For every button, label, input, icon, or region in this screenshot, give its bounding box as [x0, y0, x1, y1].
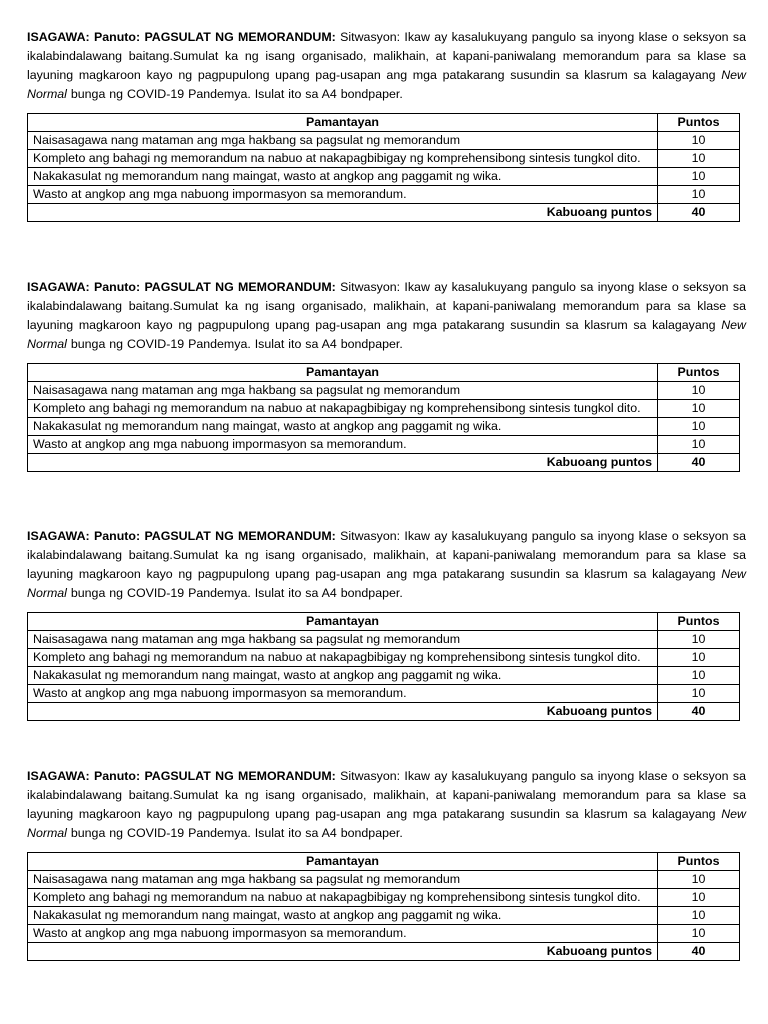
points-cell: 10	[658, 132, 740, 150]
table-row	[28, 132, 740, 150]
points-cell: 10	[658, 382, 740, 400]
criterion-cell: Naisasagawa nang mataman ang mga hakbang sa pagsulat ng memorandum	[28, 631, 658, 649]
activity-block	[27, 767, 746, 958]
instructions-tail: bunga ng COVID-19 Pandemya. Isulat ito sa A4 bondpaper.	[66, 87, 403, 101]
points-cell: 10	[658, 168, 740, 186]
points-cell: 10	[658, 649, 740, 667]
activity-block	[27, 278, 746, 469]
rubric-table	[27, 113, 740, 222]
points-cell: 10	[658, 889, 740, 907]
table-row	[28, 925, 740, 943]
instructions-lead: ISAGAWA: Panuto: PAGSULAT NG MEMORANDUM:	[27, 280, 336, 294]
criterion-cell: Wasto at angkop ang mga nabuong impormasyon sa memorandum.	[28, 186, 658, 204]
criterion-cell: Nakakasulat ng memorandum nang maingat, wasto at angkop ang paggamit ng wika.	[28, 667, 658, 685]
total-value: 40	[658, 204, 740, 222]
header-points: Puntos	[658, 364, 740, 382]
instructions-paragraph	[27, 767, 746, 843]
criterion-cell: Naisasagawa nang mataman ang mga hakbang sa pagsulat ng memorandum	[28, 871, 658, 889]
rubric-table	[27, 363, 740, 472]
activity-block	[27, 527, 746, 718]
table-row	[28, 907, 740, 925]
instructions-italic: New Normal	[27, 68, 746, 101]
criterion-cell: Wasto at angkop ang mga nabuong impormasyon sa memorandum.	[28, 436, 658, 454]
instructions-tail: bunga ng COVID-19 Pandemya. Isulat ito sa A4 bondpaper.	[66, 337, 403, 351]
instructions-tail: bunga ng COVID-19 Pandemya. Isulat ito sa A4 bondpaper.	[66, 586, 403, 600]
rubric-table	[27, 612, 740, 721]
criterion-cell: Nakakasulat ng memorandum nang maingat, wasto at angkop ang paggamit ng wika.	[28, 907, 658, 925]
instructions-paragraph	[27, 278, 746, 354]
points-cell: 10	[658, 907, 740, 925]
table-total-row	[28, 204, 740, 222]
instructions-tail: bunga ng COVID-19 Pandemya. Isulat ito sa A4 bondpaper.	[66, 826, 403, 840]
table-total-row	[28, 943, 740, 961]
instructions-body: Sitwasyon: Ikaw ay kasalukuyang pangulo sa inyong klase o seksyon sa ikalabindalawang baitang.Sumulat ka ng isang organisado, malikhain, at kapani-paniwalang memorandum para sa klase sa layuning magkaroon kayo ng pagpupulong upang pag-usapan ang mga patakarang susundin sa klasrum sa kalagayang	[27, 280, 746, 332]
criterion-cell: Naisasagawa nang mataman ang mga hakbang sa pagsulat ng memorandum	[28, 132, 658, 150]
criterion-cell: Nakakasulat ng memorandum nang maingat, wasto at angkop ang paggamit ng wika.	[28, 418, 658, 436]
points-cell: 10	[658, 925, 740, 943]
table-total-row	[28, 703, 740, 721]
table-row	[28, 168, 740, 186]
table-row	[28, 631, 740, 649]
instructions-italic: New Normal	[27, 567, 746, 600]
activity-block	[27, 28, 746, 219]
table-row	[28, 150, 740, 168]
criterion-cell: Kompleto ang bahagi ng memorandum na nabuo at nakapagbibigay ng komprehensibong sintesis tungkol dito.	[28, 150, 658, 168]
table-row	[28, 685, 740, 703]
table-header-row	[28, 613, 740, 631]
table-row	[28, 667, 740, 685]
points-cell: 10	[658, 186, 740, 204]
total-value: 40	[658, 454, 740, 472]
rubric-table	[27, 852, 740, 961]
criterion-cell: Naisasagawa nang mataman ang mga hakbang sa pagsulat ng memorandum	[28, 382, 658, 400]
criterion-cell: Kompleto ang bahagi ng memorandum na nabuo at nakapagbibigay ng komprehensibong sintesis tungkol dito.	[28, 649, 658, 667]
instructions-italic: New Normal	[27, 807, 746, 840]
table-header-row	[28, 364, 740, 382]
table-header-row	[28, 114, 740, 132]
table-row	[28, 436, 740, 454]
points-cell: 10	[658, 150, 740, 168]
table-header-row	[28, 853, 740, 871]
criterion-cell: Wasto at angkop ang mga nabuong impormasyon sa memorandum.	[28, 685, 658, 703]
criterion-cell: Kompleto ang bahagi ng memorandum na nabuo at nakapagbibigay ng komprehensibong sintesis tungkol dito.	[28, 889, 658, 907]
header-points: Puntos	[658, 853, 740, 871]
table-row	[28, 889, 740, 907]
table-total-row	[28, 454, 740, 472]
table-row	[28, 400, 740, 418]
header-points: Puntos	[658, 613, 740, 631]
total-value: 40	[658, 703, 740, 721]
total-value: 40	[658, 943, 740, 961]
instructions-lead: ISAGAWA: Panuto: PAGSULAT NG MEMORANDUM:	[27, 769, 336, 783]
header-criteria: Pamantayan	[28, 114, 658, 132]
points-cell: 10	[658, 400, 740, 418]
total-label: Kabuoang puntos	[28, 204, 658, 222]
instructions-body: Sitwasyon: Ikaw ay kasalukuyang pangulo sa inyong klase o seksyon sa ikalabindalawang baitang.Sumulat ka ng isang organisado, malikhain, at kapani-paniwalang memorandum para sa klase sa layuning magkaroon kayo ng pagpupulong upang pag-usapan ang mga patakarang susundin sa klasrum sa kalagayang	[27, 769, 746, 821]
points-cell: 10	[658, 631, 740, 649]
instructions-italic: New Normal	[27, 318, 746, 351]
header-criteria: Pamantayan	[28, 364, 658, 382]
table-row	[28, 649, 740, 667]
points-cell: 10	[658, 436, 740, 454]
header-points: Puntos	[658, 114, 740, 132]
points-cell: 10	[658, 871, 740, 889]
criterion-cell: Wasto at angkop ang mga nabuong impormasyon sa memorandum.	[28, 925, 658, 943]
table-row	[28, 382, 740, 400]
criterion-cell: Nakakasulat ng memorandum nang maingat, wasto at angkop ang paggamit ng wika.	[28, 168, 658, 186]
criterion-cell: Kompleto ang bahagi ng memorandum na nabuo at nakapagbibigay ng komprehensibong sintesis tungkol dito.	[28, 400, 658, 418]
points-cell: 10	[658, 685, 740, 703]
instructions-body: Sitwasyon: Ikaw ay kasalukuyang pangulo sa inyong klase o seksyon sa ikalabindalawang baitang.Sumulat ka ng isang organisado, malikhain, at kapani-paniwalang memorandum para sa klase sa layuning magkaroon kayo ng pagpupulong upang pag-usapan ang mga patakarang susundin sa klasrum sa kalagayang	[27, 529, 746, 581]
table-row	[28, 418, 740, 436]
instructions-paragraph	[27, 527, 746, 603]
points-cell: 10	[658, 667, 740, 685]
header-criteria: Pamantayan	[28, 853, 658, 871]
total-label: Kabuoang puntos	[28, 454, 658, 472]
instructions-body: Sitwasyon: Ikaw ay kasalukuyang pangulo sa inyong klase o seksyon sa ikalabindalawang baitang.Sumulat ka ng isang organisado, malikhain, at kapani-paniwalang memorandum para sa klase sa layuning magkaroon kayo ng pagpupulong upang pag-usapan ang mga patakarang susundin sa klasrum sa kalagayang	[27, 30, 746, 82]
points-cell: 10	[658, 418, 740, 436]
header-criteria: Pamantayan	[28, 613, 658, 631]
instructions-lead: ISAGAWA: Panuto: PAGSULAT NG MEMORANDUM:	[27, 30, 336, 44]
instructions-lead: ISAGAWA: Panuto: PAGSULAT NG MEMORANDUM:	[27, 529, 336, 543]
instructions-paragraph	[27, 28, 746, 104]
total-label: Kabuoang puntos	[28, 943, 658, 961]
total-label: Kabuoang puntos	[28, 703, 658, 721]
table-row	[28, 186, 740, 204]
table-row	[28, 871, 740, 889]
